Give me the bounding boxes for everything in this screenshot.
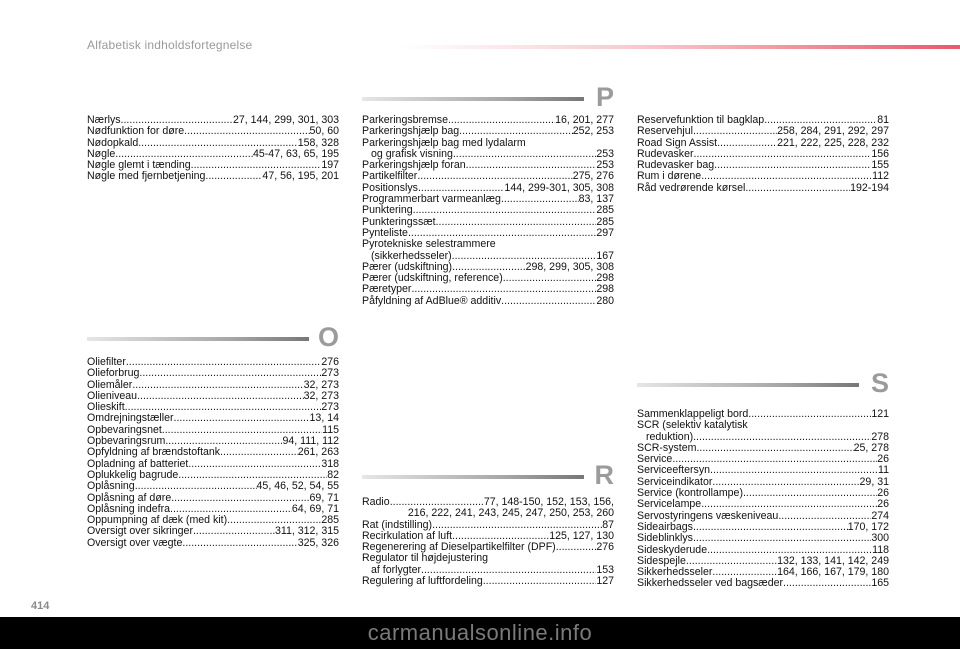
entry-pages: 13, 14 <box>309 412 339 425</box>
entry-term: Serviceeftersyn <box>637 464 711 477</box>
index-column-r <box>362 497 614 587</box>
entry-pages: 32, 273 <box>303 389 339 402</box>
entry-pages: 278 <box>871 430 889 443</box>
entry-pages: 285 <box>596 204 614 217</box>
entry-pages: 298 <box>596 283 614 296</box>
entry-term: Opfyldning af brændstoftank <box>87 446 221 459</box>
dot-leader <box>453 149 596 160</box>
dot-leader <box>135 481 257 492</box>
entry-pages: 45, 46, 52, 54, 55 <box>256 480 339 493</box>
entry-term: Pærer (udskiftning, reference) <box>362 272 503 285</box>
entry-pages: 125, 127, 130 <box>549 529 614 542</box>
entry-term: Parkeringshjælp bag <box>362 125 460 138</box>
entry-term: Oliefilter <box>87 356 126 368</box>
entry-term: Parkeringsbremse <box>362 114 448 126</box>
dot-leader <box>459 126 573 137</box>
dot-leader <box>205 171 262 182</box>
entry-term: Parkeringshjælp bag med lydalarm <box>362 136 526 149</box>
index-entry <box>637 443 889 454</box>
entry-pages: 25, 278 <box>853 441 889 454</box>
dot-leader <box>182 538 297 549</box>
entry-pages: 115 <box>322 423 339 436</box>
entry-term: SCR (selektiv katalytisk <box>637 419 748 432</box>
entry-term: Opladning af batteriet <box>87 457 189 470</box>
entry-pages: 47, 56, 195, 201 <box>262 170 339 183</box>
index-entry <box>87 171 339 182</box>
page-number: 414 <box>31 600 50 612</box>
entry-term: Sideairbags <box>637 520 693 533</box>
entry-term: Sikkerhedsseler ved bagsæder <box>637 577 784 590</box>
entry-term: Opbevaringsrum <box>87 435 166 448</box>
entry-term: reduktion) <box>646 430 694 443</box>
index-entry <box>87 447 339 458</box>
section-letter-r: R <box>594 460 614 490</box>
entry-term: Nødfunktion for døre <box>87 125 185 138</box>
entry-pages: 32, 273 <box>303 378 339 391</box>
index-entry <box>637 533 889 544</box>
dot-leader <box>171 493 309 504</box>
entry-pages: 165 <box>871 577 889 590</box>
entry-term: Påfyldning af AdBlue® additiv <box>362 294 502 307</box>
entry-pages: 252, 253 <box>572 125 614 138</box>
header-accent-bar <box>400 45 960 49</box>
index-entry <box>637 578 889 589</box>
entry-pages: 298 <box>596 272 614 285</box>
entry-term: Rudevasker bag <box>637 159 715 172</box>
entry-pages: 26 <box>877 487 889 500</box>
entry-term: Rum i dørene <box>637 170 702 183</box>
entry-term: Nøgle <box>87 147 116 160</box>
section-letter-p: P <box>595 82 614 112</box>
entry-term: Pynteliste <box>362 226 408 239</box>
page-header-title: Alfabetisk indholdsfortegnelse <box>87 38 253 52</box>
entry-pages: 253 <box>596 147 614 160</box>
entry-pages: 273 <box>321 367 339 380</box>
dot-leader <box>556 542 597 553</box>
index-column-p <box>362 115 614 307</box>
entry-term: Rat (indstilling) <box>362 518 433 531</box>
entry-pages: 87 <box>602 518 614 531</box>
index-entry <box>637 183 889 194</box>
index-entry <box>87 126 339 137</box>
entry-pages: 112 <box>872 170 889 183</box>
dot-leader <box>694 149 872 160</box>
index-entry <box>87 481 339 492</box>
entry-pages: 273 <box>321 401 339 414</box>
entry-pages: 77, 148-150, 152, 153, 156, <box>483 496 614 508</box>
entry-term: Serviceindikator <box>637 475 713 488</box>
entry-pages: 297 <box>596 226 614 239</box>
entry-pages: 144, 299-301, 305, 308 <box>504 181 614 194</box>
entry-term: Oplåsning af døre <box>87 491 172 504</box>
entry-pages: 221, 222, 225, 228, 232 <box>777 136 889 149</box>
entry-term: Parkeringshjælp foran <box>362 159 466 172</box>
entry-term: Nødopkald <box>87 136 139 149</box>
entry-term: Regulator til højdejustering <box>362 552 489 565</box>
entry-pages: 300 <box>871 532 889 545</box>
entry-pages: 27, 144, 299, 301, 303 <box>232 114 339 126</box>
entry-term: Recirkulation af luft <box>362 529 453 542</box>
dot-leader <box>717 138 777 149</box>
dot-leader <box>193 526 275 537</box>
entry-term: Oversigt over vægte <box>87 536 183 549</box>
dot-leader <box>743 488 877 499</box>
dot-leader <box>503 273 597 284</box>
entry-term: Råd vedrørende kørsel <box>637 181 746 194</box>
entry-pages: 82 <box>327 468 339 481</box>
dot-leader <box>748 409 871 420</box>
entry-pages: 197 <box>321 159 339 172</box>
index-entry <box>87 368 339 379</box>
entry-term: Oplåsning <box>87 480 135 493</box>
entry-term: Pyrotekniske selestrammere <box>362 238 496 251</box>
dot-leader <box>413 205 597 216</box>
dot-leader <box>139 368 321 379</box>
entry-term: Oppumpning af dæk (med kit) <box>87 514 228 527</box>
dot-leader <box>220 447 298 458</box>
entry-term: Road Sign Assist <box>637 136 718 149</box>
index-entry <box>87 538 339 549</box>
entry-pages: 311, 312, 315 <box>274 525 339 538</box>
dot-leader <box>184 126 309 137</box>
section-divider <box>637 383 859 387</box>
entry-term: Positionslys <box>362 181 418 194</box>
entry-term: Sammenklappeligt bord <box>637 408 749 420</box>
entry-pages: 285 <box>321 514 339 527</box>
entry-term: Servostyringens væskeniveau <box>637 509 779 522</box>
entry-term: Sikkerhedsseler <box>637 566 713 579</box>
entry-pages: 83, 137 <box>578 193 614 206</box>
entry-term: Reservefunktion til bagklap <box>637 114 765 126</box>
dot-leader <box>483 576 597 587</box>
entry-pages: 258, 284, 291, 292, 297 <box>777 125 889 138</box>
entry-term: og grafisk visning <box>371 147 453 160</box>
entry-term: Service (kontrollampe) <box>637 487 743 500</box>
section-header-r <box>362 460 614 490</box>
entry-term: Nøgle med fjernbetjening <box>87 170 206 183</box>
entry-term: Olieniveau <box>87 389 138 402</box>
entry-term: Oplukkelig bagrude <box>87 468 179 481</box>
entry-pages: 261, 263 <box>297 446 339 459</box>
entry-pages: 192-194 <box>850 181 889 194</box>
entry-term: Radio <box>362 496 390 508</box>
dot-leader <box>745 183 850 194</box>
dot-leader <box>132 380 303 391</box>
section-divider <box>362 97 584 101</box>
index-entry <box>637 126 889 137</box>
entry-term: Regenerering af Dieselpartikelfilter (DPF) <box>362 541 556 554</box>
entry-term: Opbevaringsnet <box>87 423 162 436</box>
entry-pages: 94, 111, 112 <box>282 435 339 448</box>
entry-term: Omdrejningstæller <box>87 412 174 425</box>
entry-term: 216, 222, 241, 243, 245, 247, 250, 253, 260 <box>407 507 614 520</box>
index-column-r-cont <box>637 115 889 194</box>
dot-leader <box>137 391 304 402</box>
entry-term: Sideskyderude <box>637 543 708 556</box>
index-entry <box>362 576 614 587</box>
dot-leader <box>501 194 579 205</box>
dot-leader <box>696 443 853 454</box>
entry-term: Sideblinklys <box>637 532 693 545</box>
section-letter-o: O <box>317 322 339 352</box>
entry-term: Olieskift <box>87 401 125 414</box>
entry-pages: 298, 299, 305, 308 <box>525 260 614 273</box>
entry-pages: 26 <box>877 498 889 511</box>
entry-term: SCR-system <box>637 441 697 454</box>
dot-leader <box>188 459 321 470</box>
entry-pages: 167 <box>596 249 614 262</box>
entry-pages: 170, 172 <box>847 520 889 533</box>
entry-term: Oplåsning indefra <box>87 502 171 515</box>
entry-term: Punktering <box>362 204 413 217</box>
entry-pages: 156 <box>871 147 889 160</box>
entry-pages: 121 <box>871 408 889 420</box>
entry-pages: 276 <box>321 356 339 368</box>
entry-pages: 318 <box>321 457 339 470</box>
entry-pages: 276 <box>596 541 614 554</box>
watermark: carmanualsonline.info <box>367 620 593 645</box>
section-letter-s: S <box>870 368 889 398</box>
index-entry <box>637 420 889 431</box>
entry-term: Oversigt over sikringer <box>87 525 193 538</box>
dot-leader <box>783 578 871 589</box>
entry-term: Regulering af luftfordeling <box>362 575 483 588</box>
entry-pages: 158, 328 <box>297 136 339 149</box>
section-header-o <box>87 322 339 352</box>
entry-term: Service <box>637 453 673 466</box>
index-entry <box>362 126 614 137</box>
entry-term: Rudevasker <box>637 147 694 160</box>
entry-pages: 26 <box>877 453 889 466</box>
entry-pages: 16, 201, 277 <box>555 114 614 126</box>
entry-pages: 118 <box>872 543 889 556</box>
entry-term: Nøgle glemt i tænding <box>87 159 191 172</box>
section-header-s <box>637 368 889 398</box>
entry-pages: 164, 166, 167, 179, 180 <box>777 566 889 579</box>
entry-term: (sikkerhedsseler) <box>371 249 452 262</box>
entry-term: af forlygter <box>371 563 422 576</box>
entry-pages: 69, 71 <box>309 491 339 504</box>
entry-term: Punkteringssæt <box>362 215 436 228</box>
dot-leader <box>701 499 877 510</box>
entry-pages: 280 <box>596 294 614 307</box>
index-entry <box>362 296 614 307</box>
dot-leader <box>448 115 555 126</box>
entry-pages: 285 <box>596 215 614 228</box>
index-entry <box>637 499 889 510</box>
dot-leader <box>693 126 777 137</box>
entry-pages: 325, 326 <box>297 536 339 549</box>
entry-pages: 274 <box>871 509 889 522</box>
entry-term: Sidespejle <box>637 554 686 567</box>
entry-pages: 64, 69, 71 <box>291 502 339 515</box>
index-entry <box>362 508 614 519</box>
entry-term: Programmerbart varmeanlæg <box>362 193 501 206</box>
entry-pages: 127 <box>596 575 614 588</box>
dot-leader <box>693 432 871 443</box>
dot-leader <box>126 357 321 368</box>
dot-leader <box>693 533 871 544</box>
entry-term: Pæretyper <box>362 283 412 296</box>
dot-leader <box>693 522 848 533</box>
entry-term: Oliemåler <box>87 378 133 391</box>
entry-term: Nærlys <box>87 114 121 126</box>
section-divider <box>87 337 309 341</box>
entry-pages: 275, 276 <box>572 170 614 183</box>
entry-pages: 50, 60 <box>309 125 339 138</box>
entry-term: Reservehjul <box>637 125 693 138</box>
entry-pages: 132, 133, 141, 142, 249 <box>777 554 889 567</box>
dot-leader <box>436 217 597 228</box>
index-entry <box>362 239 614 250</box>
entry-pages: 45-47, 63, 65, 195 <box>253 147 339 160</box>
entry-term: Partikelfilter <box>362 170 418 183</box>
entry-pages: 153 <box>596 563 614 576</box>
dot-leader <box>710 465 878 476</box>
section-header-p <box>362 82 614 112</box>
entry-pages: 11 <box>878 464 889 477</box>
index-column-o <box>87 357 339 549</box>
entry-pages: 253 <box>596 159 614 172</box>
entry-pages: 81 <box>877 114 889 126</box>
section-divider <box>362 475 584 479</box>
dot-leader <box>714 160 871 171</box>
entry-term: Pærer (udskiftning) <box>362 260 453 273</box>
entry-term: Olieforbrug <box>87 367 140 380</box>
index-column-n-cont <box>87 115 339 183</box>
entry-term: Servicelampe <box>637 498 702 511</box>
index-column-s <box>637 409 889 590</box>
dot-leader <box>174 413 310 424</box>
entry-pages: 155 <box>871 159 889 172</box>
index-entry <box>362 205 614 216</box>
entry-pages: 29, 31 <box>859 475 889 488</box>
dot-leader <box>501 296 596 307</box>
